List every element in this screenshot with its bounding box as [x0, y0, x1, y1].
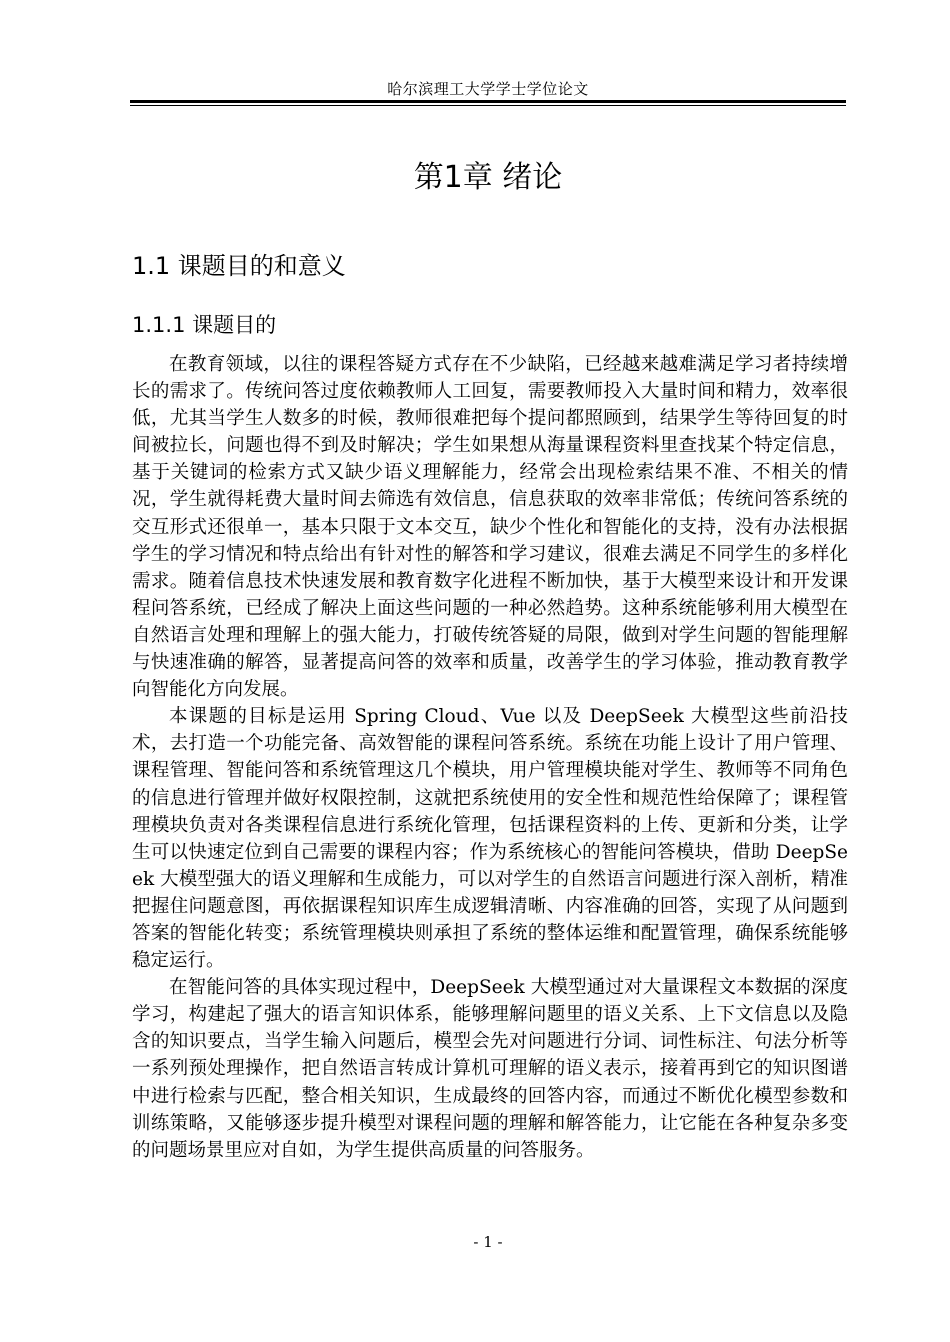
body-text [132, 351, 848, 1164]
paragraph-2: 本课题的目标是运用 Spring Cloud、Vue 以及 DeepSeek 大模型这些前沿技术，去打造一个功能完备、高效智能的课程问答系统。系统在功能上设计了用户管理、课程管理、智能问答和系统管理这几个模块，用户管理模块能对学生、教师等不同角色的信息进行管理并做好权限控制，这就把系统使用的安全性和规范性给保障了；课程管理模块负责对各类课程信息进行系统化管理，包括课程资料的上传、更新和分类，让学生可以快速定位到自己需要的课程内容；作为系统核心的智能问答模块，借助 DeepSeek 大模型强大的语义理解和生成能力，可以对学生的自然语言问题进行深入剖析，精准把握住问题意图，再依据课程知识库生成逻辑清晰、内容准确的回答，实现了从问题到答案的智能化转变；系统管理模块则承担了系统的整体运维和配置管理，确保系统能够稳定运行。 [132, 706, 848, 972]
paragraph-1: 在教育领域，以往的课程答疑方式存在不少缺陷，已经越来越难满足学习者持续增长的需求了。传统问答过度依赖教师人工回复，需要教师投入大量时间和精力，效率很低，尤其当学生人数多的时候，教师很难把每个提问都照顾到，结果学生等待回复的时间被拉长，问题也得不到及时解决；学生如果想从海量课程资料里查找某个特定信息，基于关键词的检索方式又缺少语义理解能力，经常会出现检索结果不准、不相关的情况，学生就得耗费大量时间去筛选有效信息，信息获取的效率非常低；传统问答系统的交互形式还很单一，基本只限于文本交互，缺少个性化和智能化的支持，没有办法根据学生的学习情况和特点给出有针对性的解答和学习建议，很难去满足不同学生的多样化需求。随着信息技术快速发展和教育数字化进程不断加快，基于大模型来设计和开发课程问答系统，已经成了解决上面这些问题的一种必然趋势。这种系统能够利用大模型在自然语言处理和理解上的强大能力，打破传统答疑的局限，做到对学生问题的智能理解与快速准确的解答，显著提高问答的效率和质量，改善学生的学习体验，推动教育教学向智能化方向发展。 [132, 354, 848, 701]
header-rule-thick [130, 100, 846, 103]
paragraph-3: 在智能问答的具体实现过程中，DeepSeek 大模型通过对大量课程文本数据的深度学习，构建起了强大的语言知识体系，能够理解问题里的语义关系、上下文信息以及隐含的知识要点，当学生输入问题后，模型会先对问题进行分词、词性标注、句法分析等一系列预处理操作，把自然语言转成计算机可理解的语义表示，接着再到它的知识图谱中进行检索与匹配，整合相关知识，生成最终的回答内容，而通过不断优化模型参数和训练策略，又能够逐步提升模型对课程问题的理解和解答能力，让它能在各种复杂多变的问题场景里应对自如，为学生提供高质量的问答服务。 [132, 977, 848, 1161]
running-header: 哈尔滨理工大学学士学位论文 [387, 80, 589, 98]
subsection-title: 1.1.1 课题目的 [132, 313, 277, 337]
section-title: 1.1 课题目的和意义 [132, 252, 346, 280]
chapter-title: 第1章 绪论 [413, 160, 563, 195]
header-rule-thin [130, 105, 846, 106]
page-number: - 1 - [473, 1233, 503, 1251]
